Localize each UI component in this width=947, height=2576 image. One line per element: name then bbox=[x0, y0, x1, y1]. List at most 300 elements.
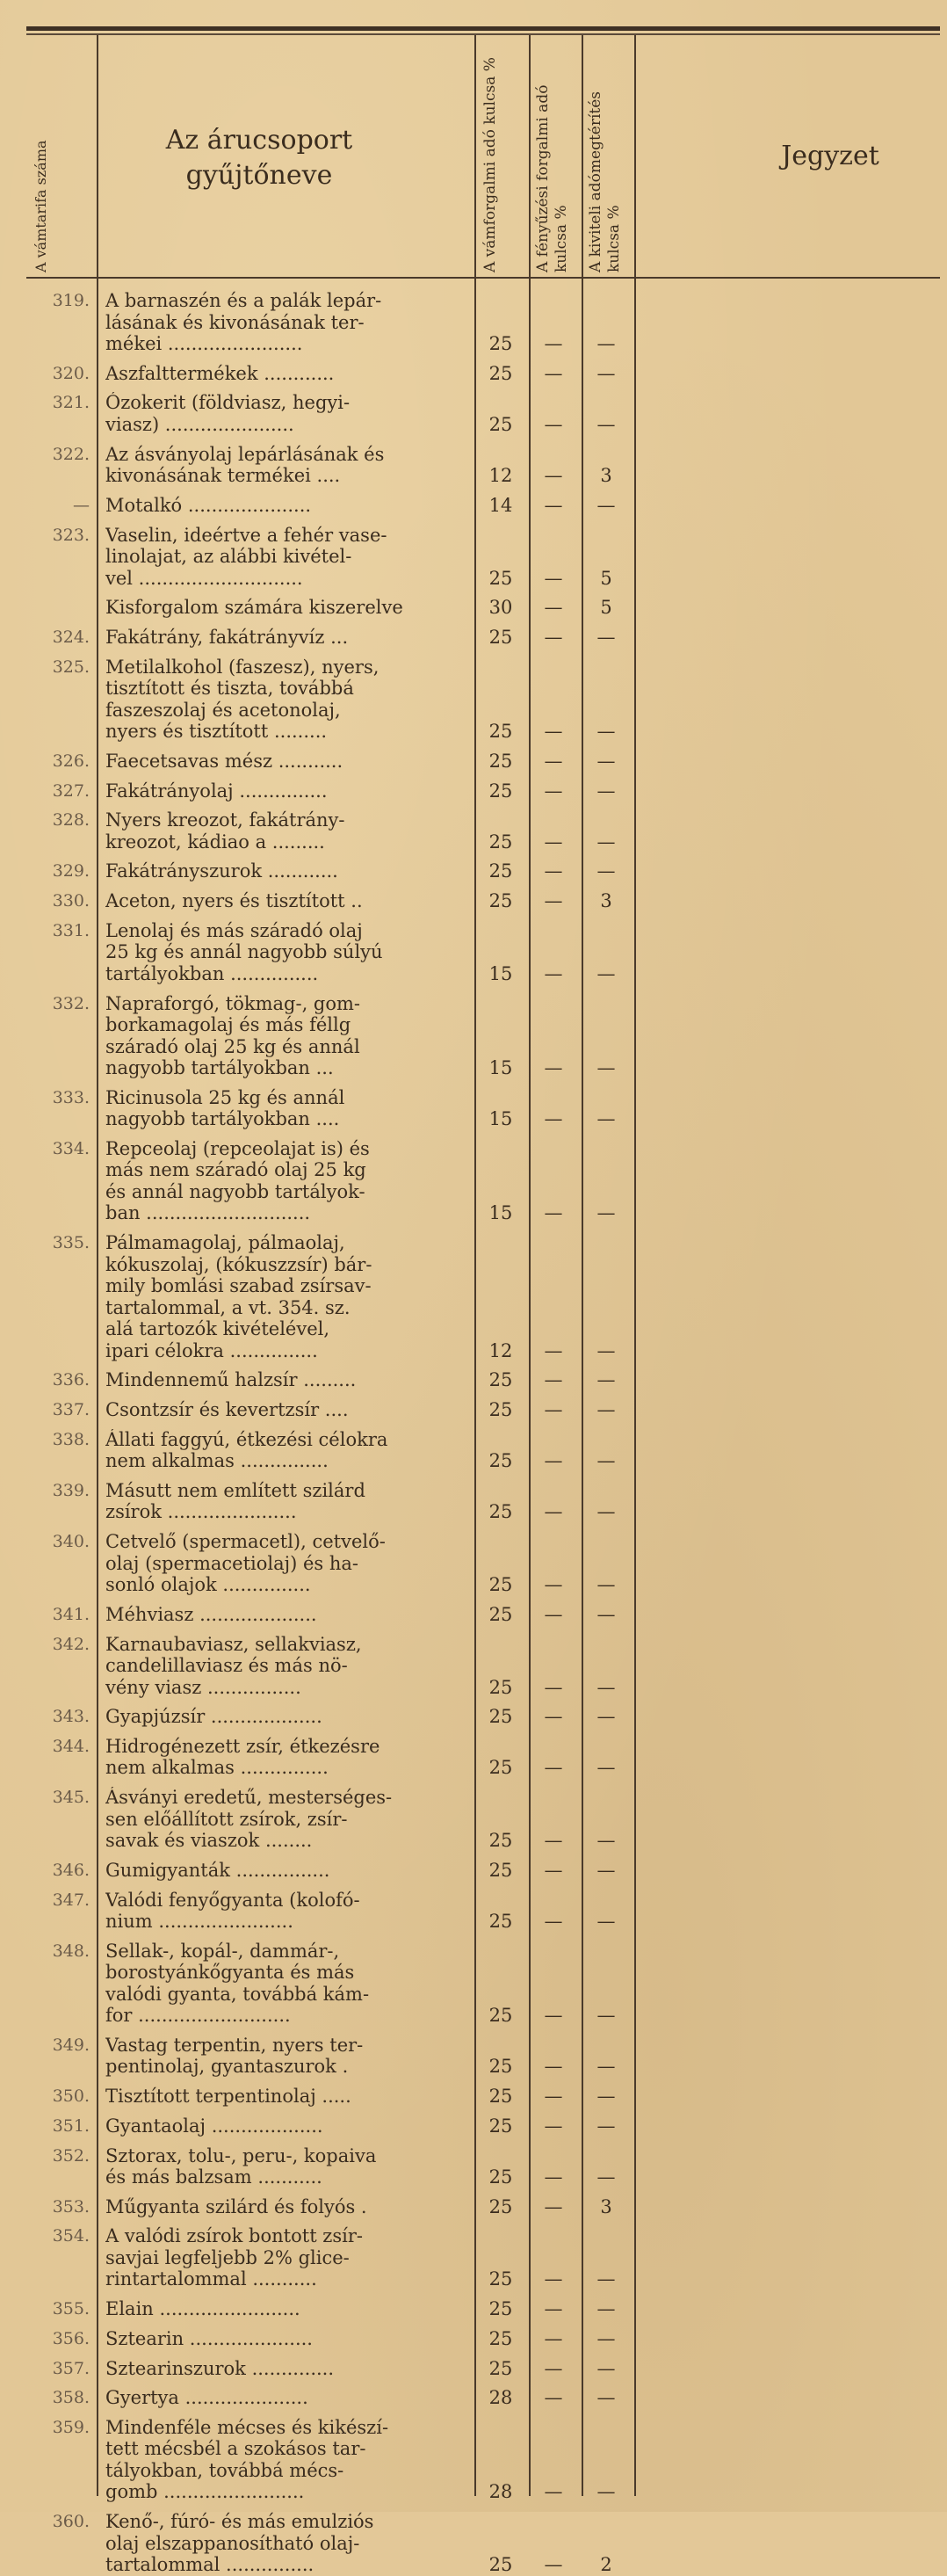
luxury-tax-rate: — bbox=[544, 860, 563, 882]
export-refund-rate: — bbox=[596, 333, 616, 354]
tariff-number: 334. bbox=[52, 1138, 90, 1158]
turnover-tax-rate: 25 bbox=[488, 2005, 513, 2027]
group-name-line: linolajat, az alábbi kivétel- bbox=[105, 546, 352, 567]
turnover-tax-rate: 25 bbox=[488, 780, 513, 802]
table-row bbox=[26, 1941, 940, 2027]
luxury-tax-rate: — bbox=[544, 1369, 563, 1391]
turnover-tax-rate: 15 bbox=[488, 1057, 513, 1078]
turnover-tax-rate: 25 bbox=[488, 2298, 513, 2320]
turnover-tax-rate: 25 bbox=[488, 2327, 513, 2349]
turnover-tax-rate: 25 bbox=[488, 2357, 513, 2379]
group-name bbox=[105, 809, 474, 853]
group-name bbox=[105, 780, 474, 802]
header-export-refund-rate: A kiviteli adómegtérítés kulcsa % bbox=[587, 91, 623, 272]
turnover-tax-rate: 25 bbox=[488, 1501, 513, 1523]
group-name-line: Vaselin, ideértve a fehér vase- bbox=[105, 524, 387, 546]
tariff-number: 319. bbox=[52, 291, 90, 310]
table-row bbox=[26, 1736, 940, 1779]
luxury-tax-rate: — bbox=[544, 780, 563, 802]
group-name-line: Repceolaj (repceolajat is) és bbox=[105, 1137, 370, 1159]
luxury-tax-rate: — bbox=[544, 362, 563, 384]
group-name-line: tartályokban ............... bbox=[105, 962, 319, 984]
group-name-line: Sztearin ..................... bbox=[105, 2327, 313, 2349]
table-row bbox=[26, 2417, 940, 2503]
group-name bbox=[105, 1087, 474, 1130]
luxury-tax-rate: — bbox=[544, 1603, 563, 1625]
group-name bbox=[105, 392, 474, 435]
turnover-tax-rate: 25 bbox=[488, 626, 513, 648]
export-refund-rate: — bbox=[596, 2327, 616, 2349]
export-refund-rate: — bbox=[596, 831, 616, 853]
export-refund-rate: 3 bbox=[600, 2195, 612, 2217]
group-name bbox=[105, 2225, 474, 2290]
tariff-number: 339. bbox=[52, 1480, 90, 1500]
export-refund-rate: — bbox=[596, 1757, 616, 1779]
turnover-tax-rate: 28 bbox=[488, 2481, 513, 2503]
group-name bbox=[105, 290, 474, 355]
group-name-line: nagyobb tartályokban .... bbox=[105, 1108, 340, 1130]
table-row bbox=[26, 1087, 940, 1130]
group-name-line: olaj elszappanosítható olaj- bbox=[105, 2532, 360, 2554]
luxury-tax-rate: — bbox=[544, 2298, 563, 2320]
export-refund-rate: — bbox=[596, 962, 616, 984]
tariff-number: 335. bbox=[52, 1233, 90, 1253]
tariff-number: 336. bbox=[52, 1370, 90, 1390]
luxury-tax-rate: — bbox=[544, 567, 563, 589]
tariff-number: 355. bbox=[52, 2299, 90, 2319]
group-name-line: Elain ........................ bbox=[105, 2298, 300, 2320]
table-row bbox=[26, 657, 940, 743]
tariff-number: 357. bbox=[52, 2358, 90, 2378]
group-name-line: lásának és kivonásának ter- bbox=[105, 311, 365, 333]
table-row bbox=[26, 1531, 940, 1596]
group-name-line: nem alkalmas ............... bbox=[105, 1450, 329, 1472]
export-refund-rate: — bbox=[596, 1369, 616, 1391]
table-row bbox=[26, 525, 940, 590]
turnover-tax-rate: 25 bbox=[488, 2268, 513, 2290]
group-name-line: olaj (spermacetiolaj) és ha- bbox=[105, 1552, 359, 1574]
group-name-line: Metilalkohol (faszesz), nyers, bbox=[105, 656, 380, 678]
group-name bbox=[105, 495, 474, 517]
tariff-number: 337. bbox=[52, 1400, 90, 1419]
group-name-line: Az ásványolaj lepárlásának és bbox=[105, 443, 385, 465]
luxury-tax-rate: — bbox=[544, 1830, 563, 1852]
group-name bbox=[105, 1787, 474, 1852]
luxury-tax-rate: — bbox=[544, 1450, 563, 1472]
table-row bbox=[26, 2511, 940, 2576]
group-name bbox=[105, 1480, 474, 1523]
group-name-line: Gyertya ..................... bbox=[105, 2387, 308, 2409]
luxury-tax-rate: — bbox=[544, 597, 563, 619]
table-row bbox=[26, 2328, 940, 2350]
turnover-tax-rate: 25 bbox=[488, 2115, 513, 2137]
group-name-line: Ózokerit (földviasz, hegyi- bbox=[105, 392, 351, 414]
group-name bbox=[105, 2298, 474, 2320]
table-row bbox=[26, 751, 940, 773]
group-name-line: Tisztított terpentinolaj ..... bbox=[105, 2086, 351, 2108]
group-name-line: Mindenféle mécses és kikészí- bbox=[105, 2416, 389, 2438]
table-row bbox=[26, 1860, 940, 1882]
export-refund-rate: — bbox=[596, 2056, 616, 2078]
group-name-line: kókuszolaj, (kókuszzsír) bár- bbox=[105, 1253, 372, 1275]
table-row bbox=[26, 1634, 940, 1699]
export-refund-rate: — bbox=[596, 1450, 616, 1472]
table-row bbox=[26, 363, 940, 385]
group-name-line: tartalommal, a vt. 354. sz. bbox=[105, 1296, 351, 1318]
group-name-line: kivonásának termékei .... bbox=[105, 465, 341, 487]
tariff-number: — bbox=[73, 495, 90, 515]
luxury-tax-rate: — bbox=[544, 1057, 563, 1078]
table-row bbox=[26, 392, 940, 435]
export-refund-rate: — bbox=[596, 1574, 616, 1596]
turnover-tax-rate: 25 bbox=[488, 1757, 513, 1779]
luxury-tax-rate: — bbox=[544, 2115, 563, 2137]
table-row bbox=[26, 809, 940, 853]
group-name-line: Kisforgalom számára kiszerelve bbox=[105, 597, 403, 619]
turnover-tax-rate: 25 bbox=[488, 750, 513, 772]
group-name bbox=[105, 1531, 474, 1596]
group-name bbox=[105, 444, 474, 487]
tariff-number: 352. bbox=[52, 2145, 90, 2166]
tariff-number: 347. bbox=[52, 1890, 90, 1910]
export-refund-rate: — bbox=[596, 2357, 616, 2379]
group-name-line: Sztearinszurok .............. bbox=[105, 2357, 335, 2379]
group-name-line: A valódi zsírok bontott zsír- bbox=[105, 2225, 363, 2247]
group-name-line: tartalommal ............... bbox=[105, 2554, 314, 2576]
group-name bbox=[105, 1138, 474, 1224]
luxury-tax-rate: — bbox=[544, 2086, 563, 2108]
tariff-number: 354. bbox=[52, 2226, 90, 2246]
export-refund-rate: — bbox=[596, 2115, 616, 2137]
tariff-number: 321. bbox=[52, 393, 90, 413]
export-refund-rate: — bbox=[596, 721, 616, 743]
group-name-line: tett mécsbél a szokásos tar- bbox=[105, 2438, 366, 2460]
tariff-number: 349. bbox=[52, 2035, 90, 2055]
table-row bbox=[26, 2225, 940, 2290]
turnover-tax-rate: 25 bbox=[488, 2056, 513, 2078]
group-name-line: borkamagolaj és más féllg bbox=[105, 1014, 351, 1035]
table-row bbox=[26, 920, 940, 985]
luxury-tax-rate: — bbox=[544, 1859, 563, 1881]
tariff-number: 329. bbox=[52, 861, 90, 882]
tariff-number: 340. bbox=[52, 1532, 90, 1552]
luxury-tax-rate: — bbox=[544, 2481, 563, 2503]
table-row bbox=[26, 1399, 940, 1421]
table-row bbox=[26, 890, 940, 912]
tariff-number: 323. bbox=[52, 525, 90, 545]
group-name-line: mékei ....................... bbox=[105, 333, 303, 354]
group-name bbox=[105, 890, 474, 912]
luxury-tax-rate: — bbox=[544, 333, 563, 354]
group-name-line: ipari célokra ............... bbox=[105, 1339, 318, 1361]
export-refund-rate: 2 bbox=[600, 2554, 612, 2576]
table-row bbox=[26, 2086, 940, 2108]
group-name-line: valódi gyanta, továbbá kám- bbox=[105, 1983, 370, 2005]
turnover-tax-rate: 25 bbox=[488, 2195, 513, 2217]
group-name-line: nem alkalmas ............... bbox=[105, 1757, 329, 1779]
luxury-tax-rate: — bbox=[544, 1574, 563, 1596]
group-name bbox=[105, 2387, 474, 2409]
luxury-tax-rate: — bbox=[544, 1339, 563, 1361]
group-name-line: mily bomlási szabad zsírsav- bbox=[105, 1275, 372, 1297]
group-name-line: és annál nagyobb tartályok- bbox=[105, 1180, 365, 1202]
table-row bbox=[26, 444, 940, 487]
group-name-line: nyers és tisztított ......... bbox=[105, 721, 328, 743]
table-row bbox=[26, 993, 940, 1079]
table-row bbox=[26, 2145, 940, 2188]
turnover-tax-rate: 25 bbox=[488, 1369, 513, 1391]
luxury-tax-rate: — bbox=[544, 2005, 563, 2027]
export-refund-rate: — bbox=[596, 2166, 616, 2188]
turnover-tax-rate: 28 bbox=[488, 2387, 513, 2409]
group-name-line: Ásványi eredetű, mesterséges- bbox=[105, 1787, 393, 1809]
turnover-tax-rate: 25 bbox=[488, 1676, 513, 1698]
luxury-tax-rate: — bbox=[544, 1399, 563, 1420]
group-name-line: Mindennemű halzsír ......... bbox=[105, 1369, 357, 1391]
export-refund-rate: — bbox=[596, 1676, 616, 1698]
table-row bbox=[26, 495, 940, 517]
table-row bbox=[26, 2358, 940, 2380]
group-name-line: Aceton, nyers és tisztított .. bbox=[105, 890, 363, 912]
group-name bbox=[105, 657, 474, 743]
group-name-line: más nem száradó olaj 25 kg bbox=[105, 1159, 366, 1181]
export-refund-rate: — bbox=[596, 1057, 616, 1078]
turnover-tax-rate: 12 bbox=[488, 465, 513, 487]
group-name bbox=[105, 2417, 474, 2503]
tariff-number: 338. bbox=[52, 1429, 90, 1449]
group-name bbox=[105, 2328, 474, 2350]
group-name bbox=[105, 2358, 474, 2380]
table-body bbox=[26, 0, 940, 2576]
table-row bbox=[26, 2035, 940, 2078]
group-name-line: for .......................... bbox=[105, 2005, 291, 2027]
group-name-line: savjai legfeljebb 2% glice- bbox=[105, 2246, 350, 2268]
luxury-tax-rate: — bbox=[544, 831, 563, 853]
tariff-number: 353. bbox=[52, 2196, 90, 2217]
export-refund-rate: — bbox=[596, 860, 616, 882]
group-name bbox=[105, 2196, 474, 2218]
export-refund-rate: — bbox=[596, 780, 616, 802]
group-name bbox=[105, 1429, 474, 1472]
group-name-line: Gyantaolaj ................... bbox=[105, 2115, 323, 2137]
group-name bbox=[105, 1860, 474, 1882]
header-turnover-tax-rate: A vámforgalmi adó kulcsa % bbox=[481, 57, 499, 272]
group-name-line: zsírok ...................... bbox=[105, 1501, 297, 1523]
group-name-line: Méhviasz .................... bbox=[105, 1603, 317, 1625]
header-luxury-tax-rate: A fényűzési forgalmi adó kulcsa % bbox=[534, 84, 570, 272]
turnover-tax-rate: 25 bbox=[488, 1450, 513, 1472]
luxury-tax-rate: — bbox=[544, 1108, 563, 1130]
tariff-number: 333. bbox=[52, 1087, 90, 1107]
group-name-line: Gyapjúzsír ................... bbox=[105, 1706, 322, 1728]
table-row bbox=[26, 2298, 940, 2320]
export-refund-rate: 3 bbox=[600, 465, 612, 487]
group-name bbox=[105, 1232, 474, 1361]
group-name-line: sen előállított zsírok, zsír- bbox=[105, 1808, 348, 1830]
luxury-tax-rate: — bbox=[544, 2056, 563, 2078]
group-name-line: candelillaviasz és más nö- bbox=[105, 1655, 348, 1676]
export-refund-rate: — bbox=[596, 750, 616, 772]
turnover-tax-rate: 25 bbox=[488, 1830, 513, 1852]
table-row bbox=[26, 2387, 940, 2409]
luxury-tax-rate: — bbox=[544, 2554, 563, 2576]
table-row bbox=[26, 1890, 940, 1933]
group-name bbox=[105, 2511, 474, 2576]
turnover-tax-rate: 25 bbox=[488, 721, 513, 743]
turnover-tax-rate: 15 bbox=[488, 1202, 513, 1224]
table-row bbox=[26, 290, 940, 355]
group-name-line: borostyánkőgyanta és más bbox=[105, 1962, 355, 1984]
table-row bbox=[26, 1604, 940, 1626]
group-name bbox=[105, 920, 474, 985]
turnover-tax-rate: 25 bbox=[488, 567, 513, 589]
group-name-line: Sztorax, tolu-, peru-, kopaiva bbox=[105, 2144, 377, 2166]
tariff-number: 350. bbox=[52, 2086, 90, 2107]
turnover-tax-rate: 25 bbox=[488, 2086, 513, 2108]
group-name-line: faszeszolaj és acetonolaj, bbox=[105, 699, 341, 721]
export-refund-rate: — bbox=[596, 2481, 616, 2503]
group-name-line: pentinolaj, gyantaszurok . bbox=[105, 2056, 349, 2078]
table-row bbox=[26, 1480, 940, 1523]
group-name-line: savak és viaszok ........ bbox=[105, 1830, 313, 1852]
tariff-number: 328. bbox=[52, 810, 90, 831]
turnover-tax-rate: 25 bbox=[488, 413, 513, 435]
turnover-tax-rate: 25 bbox=[488, 1706, 513, 1728]
turnover-tax-rate: 25 bbox=[488, 860, 513, 882]
group-name bbox=[105, 1399, 474, 1421]
group-name-line: Állati faggyú, étkezési célokra bbox=[105, 1428, 388, 1450]
tariff-number: 332. bbox=[52, 993, 90, 1013]
group-name-line: Fakátrányolaj ............... bbox=[105, 780, 328, 802]
group-name bbox=[105, 627, 474, 649]
turnover-tax-rate: 25 bbox=[488, 2166, 513, 2188]
tariff-number: 359. bbox=[52, 2417, 90, 2437]
export-refund-rate: — bbox=[596, 494, 616, 516]
luxury-tax-rate: — bbox=[544, 750, 563, 772]
turnover-tax-rate: 15 bbox=[488, 962, 513, 984]
export-refund-rate: — bbox=[596, 1501, 616, 1523]
luxury-tax-rate: — bbox=[544, 2387, 563, 2409]
group-name-line: 25 kg és annál nagyobb súlyú bbox=[105, 941, 383, 963]
group-name-line: A barnaszén és a palák lepár- bbox=[105, 290, 382, 311]
table-row bbox=[26, 1369, 940, 1391]
tariff-number: 341. bbox=[52, 1604, 90, 1624]
export-refund-rate: — bbox=[596, 413, 616, 435]
luxury-tax-rate: — bbox=[544, 2195, 563, 2217]
tariff-number: 322. bbox=[52, 444, 90, 464]
group-name-line: Vastag terpentin, nyers ter- bbox=[105, 2034, 364, 2056]
export-refund-rate: — bbox=[596, 2298, 616, 2320]
group-name-line: Faecetsavas mész ........... bbox=[105, 750, 343, 772]
luxury-tax-rate: — bbox=[544, 413, 563, 435]
export-refund-rate: — bbox=[596, 1339, 616, 1361]
turnover-tax-rate: 25 bbox=[488, 333, 513, 354]
table-row bbox=[26, 597, 940, 619]
group-name bbox=[105, 1941, 474, 2027]
table-row bbox=[26, 1138, 940, 1224]
luxury-tax-rate: — bbox=[544, 962, 563, 984]
turnover-tax-rate: 12 bbox=[488, 1339, 513, 1361]
luxury-tax-rate: — bbox=[544, 1202, 563, 1224]
group-name bbox=[105, 2035, 474, 2078]
group-name-line: Aszfalttermékek ............ bbox=[105, 362, 335, 384]
group-name-line: Cetvelő (spermacetl), cetvelő- bbox=[105, 1531, 386, 1553]
group-name-line: vény viasz ................ bbox=[105, 1676, 301, 1698]
group-name-line: és más balzsam ........... bbox=[105, 2166, 322, 2188]
luxury-tax-rate: — bbox=[544, 1706, 563, 1728]
group-name-line: Pálmamagolaj, pálmaolaj, bbox=[105, 1232, 345, 1254]
luxury-tax-rate: — bbox=[544, 1501, 563, 1523]
group-name-line: Gumigyanták ................ bbox=[105, 1859, 330, 1881]
group-name bbox=[105, 525, 474, 590]
group-name bbox=[105, 2086, 474, 2108]
luxury-tax-rate: — bbox=[544, 2166, 563, 2188]
group-name bbox=[105, 597, 474, 619]
group-name-line: nagyobb tartályokban ... bbox=[105, 1057, 334, 1078]
turnover-tax-rate: 25 bbox=[488, 1911, 513, 1932]
group-name-line: Nyers kreozot, fakátrány- bbox=[105, 809, 345, 831]
group-name-line: Ricinusola 25 kg és annál bbox=[105, 1086, 345, 1108]
group-name-line: Karnaubaviasz, sellakviasz, bbox=[105, 1633, 362, 1655]
tariff-number: 327. bbox=[52, 780, 90, 801]
turnover-tax-rate: 15 bbox=[488, 1108, 513, 1130]
luxury-tax-rate: — bbox=[544, 465, 563, 487]
group-name bbox=[105, 1634, 474, 1699]
tariff-number: 342. bbox=[52, 1634, 90, 1654]
table-row bbox=[26, 780, 940, 802]
luxury-tax-rate: — bbox=[544, 1757, 563, 1779]
turnover-tax-rate: 25 bbox=[488, 1859, 513, 1881]
group-name-line: vel ............................ bbox=[105, 567, 303, 589]
group-name bbox=[105, 363, 474, 385]
tariff-number: 348. bbox=[52, 1941, 90, 1961]
export-refund-rate: — bbox=[596, 626, 616, 648]
group-name bbox=[105, 2145, 474, 2188]
tariff-number: 358. bbox=[52, 2388, 90, 2408]
tariff-number: 345. bbox=[52, 1788, 90, 1808]
group-name-line: száradó olaj 25 kg és annál bbox=[105, 1035, 360, 1057]
export-refund-rate: 5 bbox=[600, 567, 612, 589]
turnover-tax-rate: 14 bbox=[488, 494, 513, 516]
export-refund-rate: — bbox=[596, 1603, 616, 1625]
group-name bbox=[105, 1890, 474, 1933]
export-refund-rate: 5 bbox=[600, 597, 612, 619]
export-refund-rate: — bbox=[596, 1830, 616, 1852]
group-name-line: rintartalommal ........... bbox=[105, 2268, 317, 2290]
group-name-line: tályokban, továbbá mécs- bbox=[105, 2459, 344, 2481]
export-refund-rate: — bbox=[596, 1706, 616, 1728]
tariff-number: 331. bbox=[52, 920, 90, 940]
turnover-tax-rate: 30 bbox=[488, 597, 513, 619]
group-name bbox=[105, 2115, 474, 2137]
group-name-line: nium ....................... bbox=[105, 1911, 293, 1932]
table-row bbox=[26, 860, 940, 882]
export-refund-rate: — bbox=[596, 1399, 616, 1420]
turnover-tax-rate: 25 bbox=[488, 831, 513, 853]
tariff-number: 360. bbox=[52, 2512, 90, 2532]
turnover-tax-rate: 25 bbox=[488, 890, 513, 912]
tariff-number: 343. bbox=[52, 1707, 90, 1727]
table-row bbox=[26, 1232, 940, 1361]
table-row bbox=[26, 1706, 940, 1728]
group-name-line: alá tartozók kivételével, bbox=[105, 1318, 330, 1340]
luxury-tax-rate: — bbox=[544, 721, 563, 743]
luxury-tax-rate: — bbox=[544, 1676, 563, 1698]
group-name bbox=[105, 751, 474, 773]
tariff-number: 324. bbox=[52, 627, 90, 647]
group-name bbox=[105, 1706, 474, 1728]
group-name-line: sonló olajok ............... bbox=[105, 1574, 311, 1596]
